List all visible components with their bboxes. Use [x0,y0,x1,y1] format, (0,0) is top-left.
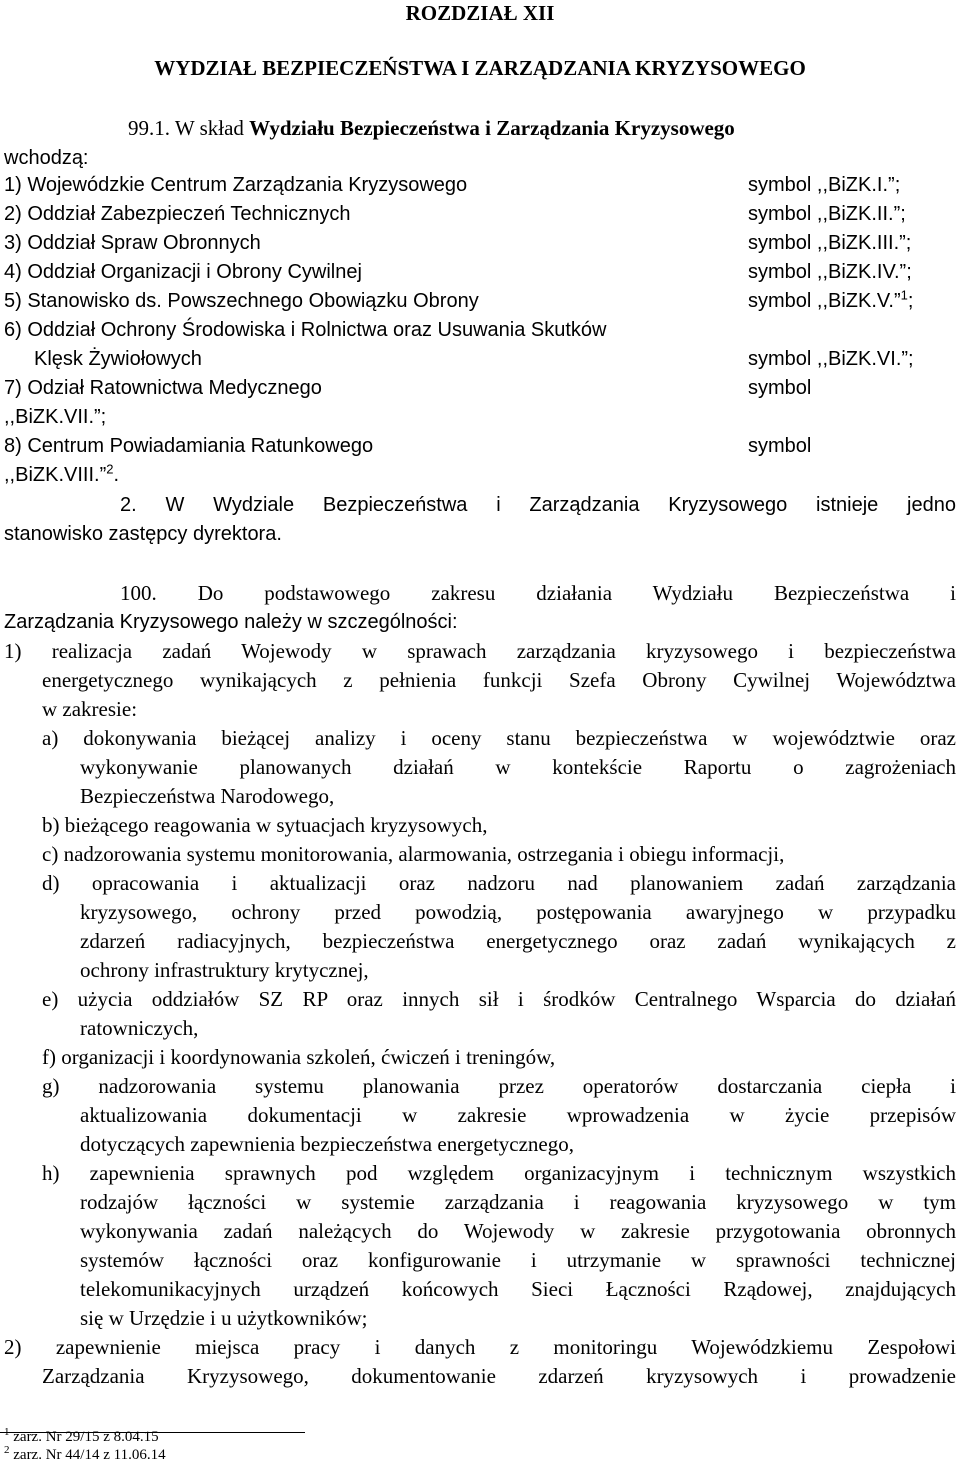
subpoint-d-line-2: kryzysowego, ochrony przed powodzią, postępowania awaryjnego w przypadku [80,900,956,924]
footnote-text: zarz. Nr 44/14 z 11.06.14 [13,1447,166,1463]
section-99-intro [128,115,735,141]
subpoint-a-line-3: Bezpieczeństwa Narodowego, [80,784,335,808]
subpoint-h-line-1: h) zapewnienia sprawnych pod względem organizacyjnym i technicznym wszystkich [42,1161,956,1185]
list-item-6: 6) Oddział Ochrony Środowiska i Rolnictwa oraz Usuwania Skutków [4,319,607,341]
subpoint-a-line-1: a) dokonywania bieżącej analizy i oceny stanu bezpieczeństwa w województwie oraz [42,726,956,750]
subpoint-a-line-2: wykonywanie planowanych działań w kontekście Raportu o zagrożeniach [80,755,956,779]
subpoint-b: b) bieżącego reagowania w sytuacjach kryzysowych, [42,813,488,837]
chapter-subheading: WYDZIAŁ BEZPIECZEŃSTWA I ZARZĄDZANIA KRYZYSOWEGO [154,56,806,80]
footnote-1 [4,1428,159,1446]
subpoint-d-line-4: ochrony infrastruktury krytycznej, [80,958,369,982]
section-100-intro: 100. Do podstawowego zakresu działania Wydziału Bezpieczeństwa i [120,581,956,605]
footnote-mark: 2 [4,1444,10,1456]
list-item-1: 1) Wojewódzkie Centrum Zarządzania Kryzysowego [4,174,468,196]
point-2-line-1: 2) zapewnienie miejsca pracy i danych z monitoringu Wojewódzkiemu Zespołowi [4,1335,956,1359]
subpoint-g-line-3: dotyczących zapewnienia bezpieczeństwa energetycznego, [80,1132,575,1156]
list-item-3-symbol: symbol ,,BiZK.III.”; [748,232,912,254]
paragraph-99-2: 2. W Wydziale Bezpieczeństwa i Zarządzania Kryzysowego istnieje jedno [120,494,956,516]
list-item-5: 5) Stanowisko ds. Powszechnego Obowiązku Obrony [4,290,479,312]
subpoint-e-line-1: e) użycia oddziałów SZ RP oraz innych sił i środków Centralnego Wsparcia do działań [42,987,956,1011]
list-item-2-symbol: symbol ,,BiZK.II.”; [748,203,906,225]
list-item-8-symbol: symbol [748,435,812,457]
chapter-heading: ROZDZIAŁ XII [405,1,555,25]
subpoint-d-line-3: zdarzeń radiacyjnych, bezpieczeństwa energetycznego oraz zadań wynikających z [80,929,956,953]
list-item-6-cont: Klęsk Żywiołowych [34,348,202,370]
section-number: 99.1. [128,116,170,140]
list-item-8-symbol-value [4,462,119,488]
section-100-intro-cont: Zarządzania Kryzysowego należy w szczególności: [4,611,458,633]
department-name: Wydziału Bezpieczeństwa i Zarządzania Kryzysowego [249,116,735,140]
footnote-ref-1: 1 [900,287,908,303]
footnote-mark: 1 [4,1426,10,1438]
footnote-ref-2: 2 [106,461,114,477]
point-1-line-3: w zakresie: [42,697,138,721]
intro-text: W skład [174,116,244,140]
list-item-5-symbol [748,288,913,314]
point-2-line-2: Zarządzania Kryzysowego, dokumentowanie zdarzeń kryzysowych i prowadzenie [42,1364,956,1388]
symbol-tail: ; [907,290,914,312]
list-item-6-symbol: symbol ,,BiZK.VI.”; [748,348,914,370]
subpoint-h-line-2: rodzajów łączności w systemie zarządzania i reagowania kryzysowego w tym [80,1190,956,1214]
footnote-2 [4,1446,166,1464]
list-item-4-symbol: symbol ,,BiZK.IV.”; [748,261,912,283]
list-item-7: 7) Odział Ratownictwa Medycznego [4,377,322,399]
subpoint-h-line-3: wykonywania zadań należących do Wojewody w zakresie przygotowania obronnych [80,1219,956,1243]
subpoint-h-line-5: telekomunikacyjnych urządzeń końcowych Sieci Łączności Rządowej, znajdujących [80,1277,956,1301]
subpoint-c: c) nadzorowania systemu monitorowania, alarmowania, ostrzegania i obiegu informacji, [42,842,785,866]
point-1-line-2: energetycznego wynikających z pełnienia funkcji Szefa Obrony Cywilnej Województwa [42,668,956,692]
subpoint-h-line-6: się w Urzędzie i u użytkowników; [80,1306,368,1330]
subpoint-g-line-1: g) nadzorowania systemu planowania przez operatorów dostarczania ciepła i [42,1074,956,1098]
list-item-4: 4) Oddział Organizacji i Obrony Cywilnej [4,261,362,283]
list-item-1-symbol: symbol ,,BiZK.I.”; [748,174,901,196]
subpoint-g-line-2: aktualizowania dokumentacji w zakresie wprowadzenia w życie przepisów [80,1103,956,1127]
list-item-3: 3) Oddział Spraw Obronnych [4,232,261,254]
intro-continuation: wchodzą: [4,147,89,169]
subpoint-e-line-2: ratowniczych, [80,1016,199,1040]
list-item-7-symbol: symbol [748,377,812,399]
subpoint-f: f) organizacji i koordynowania szkoleń, ćwiczeń i treningów, [42,1045,556,1069]
list-item-2: 2) Oddział Zabezpieczeń Technicznych [4,203,351,225]
list-item-7-symbol-value: ,,BiZK.VII.”; [4,406,107,428]
symbol-tail: . [113,464,120,486]
paragraph-99-2-cont: stanowisko zastępcy dyrektora. [4,523,282,545]
subpoint-d-line-1: d) opracowania i aktualizacji oraz nadzoru nad planowaniem zadań zarządzania [42,871,956,895]
footnote-text: zarz. Nr 29/15 z 8.04.15 [13,1429,159,1445]
symbol-text: ,,BiZK.VIII.” [4,464,107,486]
subpoint-h-line-4: systemów łączności oraz konfigurowanie i utrzymanie w sprawności technicznej [80,1248,956,1272]
symbol-text: symbol ,,BiZK.V.” [748,290,901,312]
point-1-line-1: 1) realizacja zadań Wojewody w sprawach zarządzania kryzysowego i bezpieczeństwa [4,639,956,663]
list-item-8: 8) Centrum Powiadamiania Ratunkowego [4,435,374,457]
